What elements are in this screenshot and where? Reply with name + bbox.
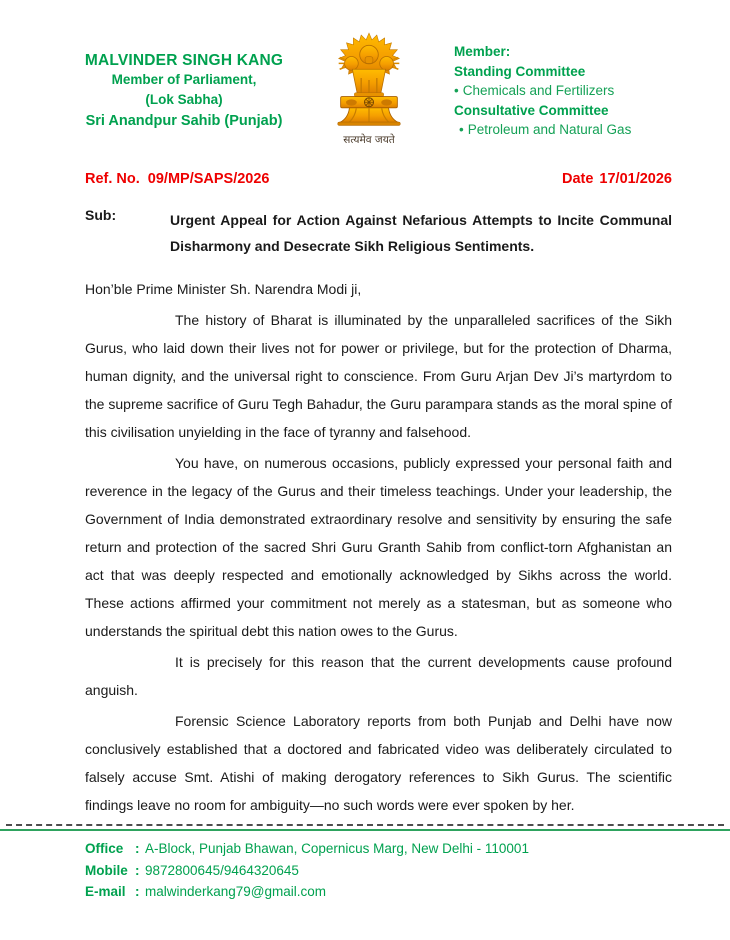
email-value: malwinderkang79@gmail.com <box>145 884 327 899</box>
mobile-value: 9872800645/9464320645 <box>145 862 299 878</box>
body-paragraph: Forensic Science Laboratory reports from both Punjab and Delhi have now conclusively established that a doctored and fabricated video was deliberately circulated to falsely accuse Smt. Atishi of making derogatory references to Sikh Gurus. The scientific findings leave no room for ambiguity—no such words were ever spoken by her. <box>85 713 672 813</box>
sender-constituency: Sri Anandpur Sahib (Punjab) <box>85 113 283 129</box>
divider-dashed <box>6 824 724 826</box>
committee-member-label: Member: <box>454 44 511 59</box>
consultative-committee-title: Consultative Committee <box>454 102 609 118</box>
letter-body <box>85 275 672 819</box>
mobile-label: Mobile <box>85 862 128 878</box>
letter-date <box>562 171 672 187</box>
committee-block <box>428 30 631 140</box>
ref-value: 09/MP/SAPS/2026 <box>147 171 270 187</box>
letterhead <box>0 0 730 147</box>
email-row <box>85 881 730 903</box>
subject-text: Urgent Appeal for Action Against Nefarious Attempts to Incite Communal Disharmony and Desecrate Sikh Religious Sentiments. <box>170 212 672 254</box>
date-label: Date <box>561 171 594 187</box>
emblem-motto: सत्यमेव जयते <box>343 134 395 146</box>
body-paragraph: It is precisely for this reason that the current developments cause profound anguish. <box>85 654 672 698</box>
ref-label: Ref. No. <box>85 171 140 187</box>
colon: : <box>135 862 140 878</box>
office-row <box>85 838 730 860</box>
subject-label: Sub: <box>85 207 117 223</box>
national-emblem <box>310 30 428 147</box>
contact-rows <box>0 831 730 903</box>
salutation: Hon’ble Prime Minister Sh. Narendra Modi ji, <box>85 281 362 297</box>
ashoka-lion-capital-icon <box>325 30 413 130</box>
reference-row <box>85 171 672 187</box>
email-label: E-mail <box>85 884 126 899</box>
office-value: A-Block, Punjab Bhawan, Copernicus Marg, New Delhi - 110001 <box>145 841 529 856</box>
sender-title-line1: Member of Parliament, <box>111 72 257 87</box>
standing-committee-title: Standing Committee <box>454 63 586 79</box>
standing-committee-item-label: Chemicals and Fertilizers <box>462 83 615 98</box>
body-paragraph: You have, on numerous occasions, publicly expressed your personal faith and reverence in the legacy of the Gurus and their timeless teachings. Under your leadership, the Government of India demonstrated extraordinary resolve and sensitivity by ensuring the safe return and protection of the sacred Shri Guru Granth Sahib from conflict-torn Afghanistan an act that was deeply respected and emotionally acknowledged by Sikhs across the world. These actions affirmed your commitment not merely as a statesman, but as someone who understands the spiritual debt this nation owes to the Gurus. <box>85 455 672 639</box>
bullet-icon: • <box>459 122 464 137</box>
sender-name: MALVINDER SINGH KANG <box>84 52 284 69</box>
mobile-row <box>85 860 730 882</box>
colon: : <box>135 884 140 899</box>
standing-committee-item <box>454 81 631 101</box>
consultative-committee-item-label: Petroleum and Natural Gas <box>467 122 632 137</box>
sender-block <box>58 30 310 132</box>
body-paragraph: The history of Bharat is illuminated by the unparalleled sacrifices of the Sikh Gurus, who laid down their lives not for power or privilege, but for the protection of Dharma, human dignity, and the universal right to conscience. From Guru Arjan Dev Ji’s martyrdom to the supreme sacrifice of Guru Tegh Bahadur, the Guru parampara stands as the moral spine of this civilisation unyielding in the face of tyranny and falsehood. <box>85 312 672 440</box>
sender-title-line2: (Lok Sabha) <box>145 92 223 107</box>
consultative-committee-item <box>454 120 631 140</box>
bullet-icon: • <box>454 83 459 98</box>
subject-line <box>85 207 672 259</box>
ref-number <box>85 171 270 187</box>
office-label: Office <box>85 841 124 856</box>
date-value: 17/01/2026 <box>599 171 672 187</box>
colon: : <box>135 841 140 856</box>
letter-footer <box>0 824 730 903</box>
